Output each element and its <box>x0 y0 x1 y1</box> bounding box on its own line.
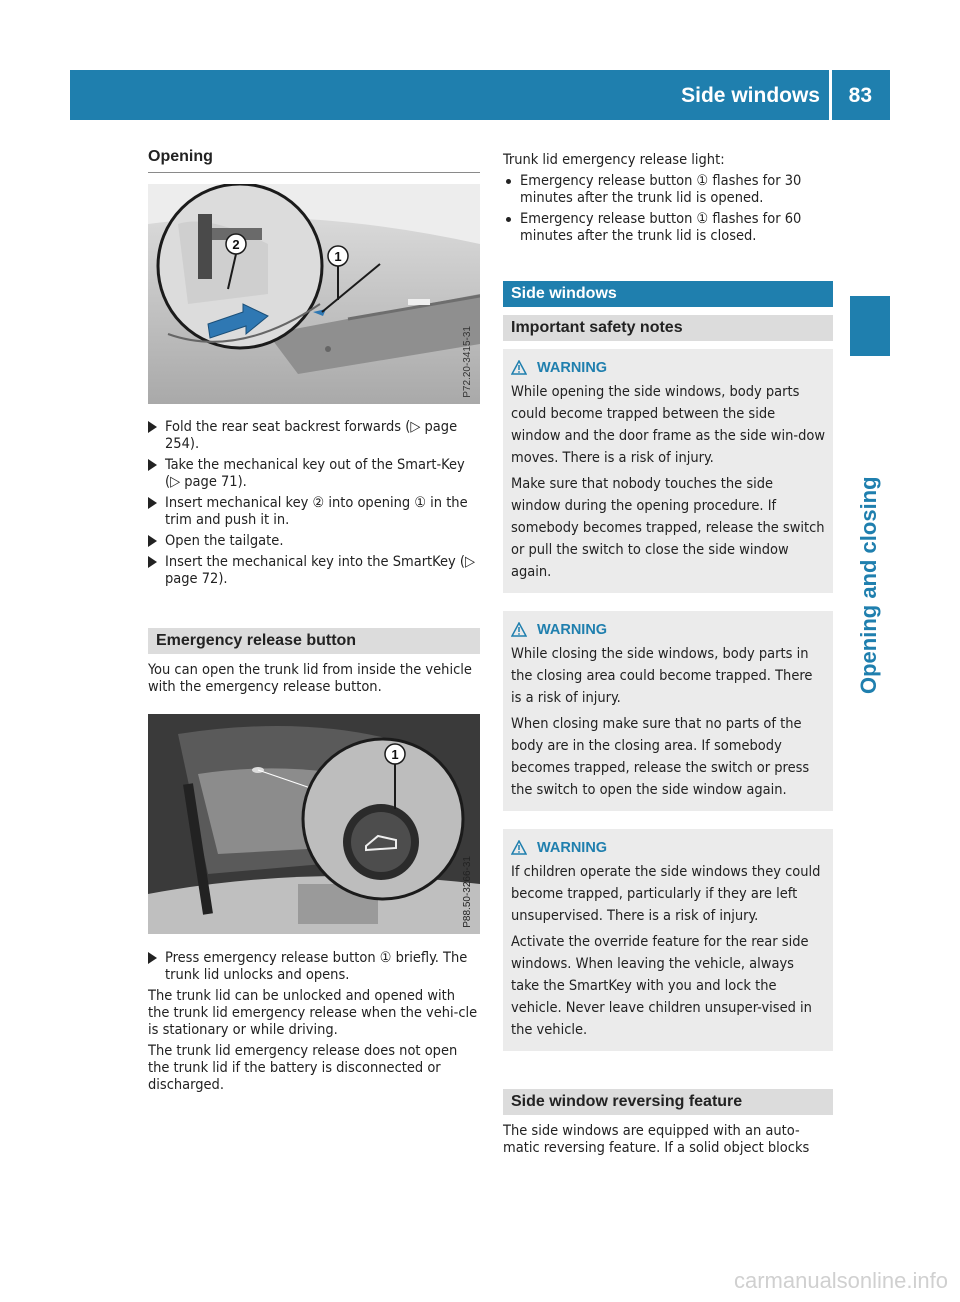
callout-1-label: 1 <box>391 747 399 762</box>
step-arrow-icon <box>148 421 157 433</box>
right-column <box>503 152 833 1157</box>
figure-mechanical-key <box>148 184 480 404</box>
warning-box <box>503 349 833 593</box>
left-column <box>148 148 480 1094</box>
bullet-dot-icon <box>506 179 511 184</box>
step-item: Take the mechanical key out of the Smart-Key (▷ page 71). <box>148 457 480 491</box>
step-arrow-icon <box>148 459 157 471</box>
reversing-text: The side windows are equipped with an auto-matic reversing feature. If a solid object blocks <box>503 1123 810 1156</box>
callout-1-label: 1 <box>334 249 342 264</box>
figure-emergency-release <box>148 714 480 934</box>
step-item: Press emergency release button ① briefly. The trunk lid unlocks and opens. <box>148 950 480 984</box>
figure-code: P72.20-3415-31 <box>462 326 473 398</box>
step-arrow-icon <box>148 497 157 509</box>
chapter-tab-label: Opening and closing <box>856 476 881 694</box>
figure-code: P88.50-3266-31 <box>462 856 473 928</box>
warning-text: Activate the override feature for the rear side windows. When leaving the vehicle, always take the SmartKey with you and lock the vehicle. Never leave children unsuper-vised in the vehicle. <box>511 934 812 1038</box>
chapter-tab-marker <box>850 296 890 356</box>
side-windows-heading: Side windows <box>503 281 833 307</box>
step-item: Fold the rear seat backrest forwards (▷ page 254). <box>148 419 480 453</box>
watermark: carmanualsonline.info <box>733 1268 948 1293</box>
warning-box <box>503 611 833 811</box>
warning-triangle-icon <box>511 840 527 855</box>
warning-text: If children operate the side windows they could become trapped, particularly if they are left unsupervised. There is a risk of injury. <box>511 864 821 924</box>
light-intro: Trunk lid emergency release light: <box>503 152 725 168</box>
step-arrow-icon <box>148 952 157 964</box>
step-arrow-icon <box>148 535 157 547</box>
warning-triangle-icon <box>511 360 527 375</box>
page-number: 83 <box>848 84 872 107</box>
warning-heading: WARNING <box>511 357 825 379</box>
step-item: Insert the mechanical key into the SmartKey (▷ page 72). <box>148 554 480 588</box>
paragraph: The trunk lid emergency release does not open the trunk lid if the battery is disconnected or discharged. <box>148 1043 458 1093</box>
warning-heading: WARNING <box>511 619 825 641</box>
warning-text: While opening the side windows, body parts could become trapped between the side window and the door frame as the side win-dow moves. There is a risk of injury. <box>511 384 826 466</box>
step-item: Open the tailgate. <box>148 533 480 550</box>
header-title: Side windows <box>681 84 820 107</box>
figure-emergency-release-illustration <box>148 714 480 934</box>
warning-text: Make sure that nobody touches the side window during the opening procedure. If somebody becomes trapped, release the switch or pull the switch to close the side window again. <box>511 476 825 580</box>
emergency-release-heading: Emergency release button <box>148 628 480 654</box>
bullet-dot-icon <box>506 217 511 222</box>
light-bullets <box>503 173 833 245</box>
warning-triangle-icon <box>511 622 527 637</box>
step-item: Insert mechanical key ② into opening ① in the trim and push it in. <box>148 495 480 529</box>
emergency-steps <box>148 950 480 984</box>
warning-text: When closing make sure that no parts of the body are in the closing area. If somebody becomes trapped, release the switch or press the switch to open the side window again. <box>511 716 810 798</box>
warning-text: While closing the side windows, body parts in the closing area could become trapped. There is a risk of injury. <box>511 646 813 706</box>
bullet-item: Emergency release button ① flashes for 60 minutes after the trunk lid is closed. <box>503 211 833 245</box>
opening-heading: Opening <box>148 148 480 173</box>
figure-mechanical-key-illustration <box>148 184 480 404</box>
warning-heading: WARNING <box>511 837 825 859</box>
opening-steps <box>148 419 480 588</box>
bullet-item: Emergency release button ① flashes for 30 minutes after the trunk lid is opened. <box>503 173 833 207</box>
emergency-intro: You can open the trunk lid from inside the vehicle with the emergency release button. <box>148 662 472 695</box>
safety-notes-heading: Important safety notes <box>503 315 833 341</box>
step-arrow-icon <box>148 556 157 568</box>
page-header <box>70 70 890 120</box>
warning-box <box>503 829 833 1051</box>
callout-2-label: 2 <box>232 237 240 252</box>
header-separator <box>829 70 832 120</box>
paragraph: The trunk lid can be unlocked and opened with the trunk lid emergency release when the vehi-cle is stationary or while driving. <box>148 988 478 1038</box>
reversing-feature-heading: Side window reversing feature <box>503 1089 833 1115</box>
